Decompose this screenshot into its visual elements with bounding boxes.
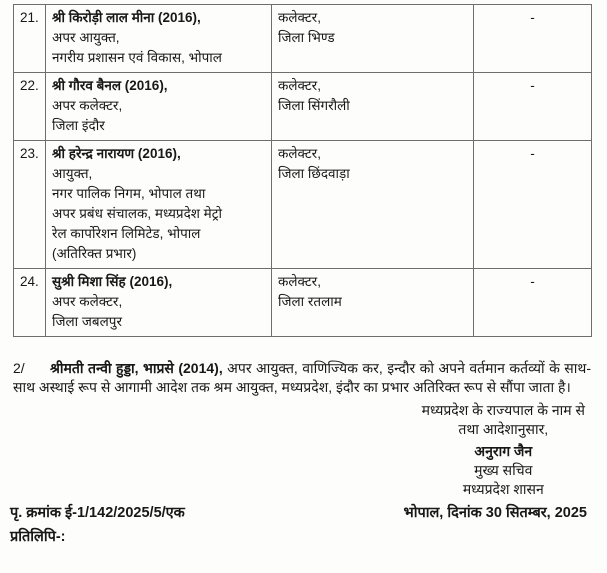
officer-cell — [46, 73, 272, 141]
officer-cell — [46, 5, 272, 73]
officer-name: श्री गौरव बैनल (2016), — [52, 78, 168, 93]
posting-line: कलेक्टर, — [278, 10, 321, 25]
signature-block — [422, 401, 585, 499]
posting-line: कलेक्टर, — [278, 78, 321, 93]
paragraph-officer-name: श्रीमती तन्वी हुड्डा, भाप्रसे (2014), — [50, 360, 223, 376]
officer-line: नगरीय प्रशासन एवं विकास, भोपाल — [52, 50, 222, 65]
posting-line: जिला रतलाम — [278, 294, 342, 309]
remark-cell: - — [474, 141, 592, 269]
officer-name: सुश्री मिशा सिंह (2016), — [52, 274, 173, 289]
copy-label: प्रतिलिपि-: — [10, 529, 66, 545]
officers-table — [13, 4, 592, 337]
serial-cell: 21. — [14, 5, 46, 73]
signature-order-line: तथा आदेशानुसार, — [458, 421, 549, 437]
posting-cell — [272, 5, 474, 73]
posting-line: जिला छिंदवाड़ा — [278, 166, 350, 181]
paragraph-text: अपर आयुक्त, वाणिज्यिक कर, इन्दौर को अपने वर्तमान कर्तव्यों के साथ-साथ अस्थाई रूप से आगामी आदेश तक श्रम आयुक्त, मध्यप्रदेश, इंदौर का प्रभार अतिरिक्त रूप से सौंपा जाता है। — [13, 360, 591, 395]
table-row — [14, 73, 592, 141]
officer-line: नगर पालिक निगम, भोपाल तथा — [52, 186, 206, 201]
posting-cell — [272, 73, 474, 141]
posting-line: जिला भिण्ड — [278, 30, 335, 45]
officer-line: अपर कलेक्टर, — [52, 294, 123, 309]
officer-line: रेल कार्पोरेशन लिमिटेड, भोपाल — [52, 226, 201, 241]
posting-line: कलेक्टर, — [278, 274, 321, 289]
officer-line: अपर कलेक्टर, — [52, 98, 123, 113]
paragraph-number: 2/ — [13, 360, 25, 376]
signatory-organization: मध्यप्रदेश शासन — [462, 481, 544, 497]
officer-line: आयुक्त, — [52, 166, 93, 181]
officer-line: जिला जबलपुर — [52, 314, 122, 329]
posting-line: जिला सिंगरौली — [278, 98, 350, 113]
remark-cell: - — [474, 269, 592, 337]
officer-line: जिला इंदौर — [52, 118, 105, 133]
officer-line: अपर प्रबंध संचालक, मध्यप्रदेश मेट्रो — [52, 206, 223, 221]
remark-cell: - — [474, 73, 592, 141]
officer-cell — [46, 269, 272, 337]
reference-number: पृ. क्रमांक ई-1/142/2025/5/एक — [10, 505, 185, 521]
officer-name: श्री हरेन्द्र नारायण (2016), — [52, 146, 181, 161]
signatory-designation: मुख्य सचिव — [474, 462, 533, 478]
serial-cell: 22. — [14, 73, 46, 141]
scanned-order-page — [0, 4, 607, 573]
table-row — [14, 5, 592, 73]
signature-authority-line: मध्यप्रदेश के राज्यपाल के नाम से — [421, 402, 585, 418]
officer-cell — [46, 141, 272, 269]
signatory-name: अनुराग जैन — [474, 443, 533, 459]
table-row — [14, 269, 592, 337]
place-date: भोपाल, दिनांक 30 सितम्बर, 2025 — [403, 505, 587, 521]
posting-cell — [272, 141, 474, 269]
posting-cell — [272, 269, 474, 337]
order-paragraph — [13, 359, 591, 397]
posting-line: कलेक्टर, — [278, 146, 321, 161]
serial-cell: 23. — [14, 141, 46, 269]
officer-line: (अतिरिक्त प्रभार) — [52, 246, 137, 261]
table-row — [14, 141, 592, 269]
officer-line: अपर आयुक्त, — [52, 30, 120, 45]
footer-row — [10, 502, 587, 524]
serial-cell: 24. — [14, 269, 46, 337]
remark-cell: - — [474, 5, 592, 73]
officer-name: श्री किरोड़ी लाल मीना (2016), — [52, 10, 201, 25]
